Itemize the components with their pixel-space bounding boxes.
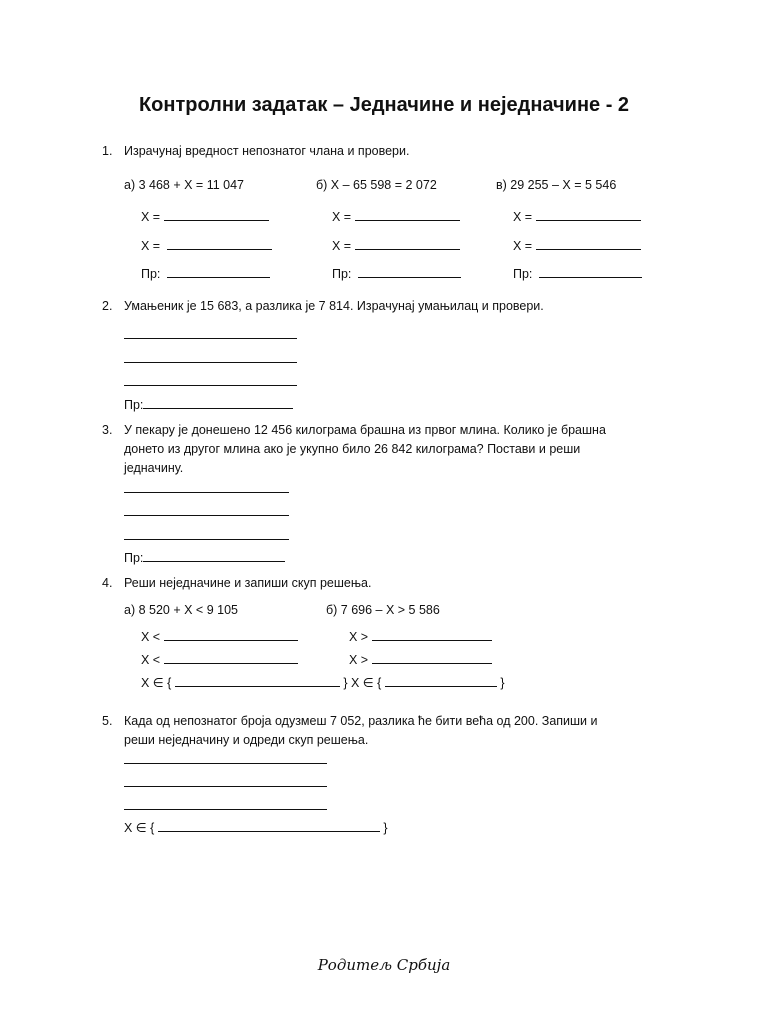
set-label: X ∈ { [141, 676, 172, 690]
answer-line[interactable] [124, 492, 289, 493]
check-row [124, 548, 285, 565]
answer-label: X = [141, 210, 161, 224]
task-text: Умањеник је 15 683, а разлика је 7 814. Израчунај умањилац и провери. [124, 299, 544, 313]
answer-line[interactable] [536, 236, 641, 250]
answer-line[interactable] [355, 236, 460, 250]
task-number: 4. [102, 576, 113, 590]
solution-set-row [141, 673, 505, 690]
answer-line[interactable] [536, 207, 641, 221]
check-line[interactable] [358, 264, 461, 278]
task-text: реши неједначину и одреди скуп решења. [124, 733, 369, 747]
task-text: У пекару је донешено 12 456 килограма брашна из првог млина. Колико је брашна [124, 423, 606, 437]
check-row [332, 264, 461, 281]
answer-line[interactable] [164, 650, 298, 664]
equation-b: б) X – 65 598 = 2 072 [316, 178, 437, 192]
answer-row [513, 236, 641, 253]
check-label: Пр: [124, 551, 144, 565]
check-row [513, 264, 642, 281]
answer-row [349, 650, 492, 667]
page-title: Контролни задатак – Једначине и неједначине - 2 [138, 94, 630, 116]
answer-label: X = [513, 210, 533, 224]
answer-label: X < [141, 630, 161, 644]
answer-line[interactable] [164, 207, 269, 221]
set-close: } [500, 676, 505, 690]
set-close: } [343, 676, 348, 690]
check-line[interactable] [539, 264, 642, 278]
answer-label: X > [349, 630, 369, 644]
answer-line[interactable] [124, 809, 327, 810]
set-line[interactable] [175, 673, 340, 687]
answer-label: X = [513, 239, 533, 253]
answer-row [141, 236, 272, 253]
answer-row [141, 627, 298, 644]
inequality-b: б) 7 696 – X > 5 586 [326, 603, 440, 617]
check-row [141, 264, 270, 281]
answer-label: X = [332, 239, 352, 253]
answer-row [141, 650, 298, 667]
answer-label: X > [349, 653, 369, 667]
task-number: 3. [102, 423, 113, 437]
answer-line[interactable] [124, 786, 327, 787]
answer-row [332, 236, 460, 253]
check-label: Пр: [332, 267, 352, 281]
check-line[interactable] [143, 548, 285, 562]
task-text: Када од непознатог броја одузмеш 7 052, разлика ће бити већа од 200. Запиши и [124, 714, 598, 728]
task-text: донето из другог млина ако је укупно било 26 842 килограма? Постави и реши [124, 442, 581, 456]
answer-line[interactable] [124, 362, 297, 363]
answer-row [513, 207, 641, 224]
check-row [124, 395, 293, 412]
task-text: Реши неједначине и запиши скуп решења. [124, 576, 372, 590]
equation-c: в) 29 255 – X = 5 546 [496, 178, 617, 192]
answer-line[interactable] [164, 627, 298, 641]
answer-line[interactable] [124, 763, 327, 764]
set-close: } [383, 821, 388, 835]
answer-line[interactable] [124, 515, 289, 516]
answer-label: X < [141, 653, 161, 667]
answer-line[interactable] [167, 236, 272, 250]
check-label: Пр: [141, 267, 161, 281]
task-number: 2. [102, 299, 113, 313]
set-line[interactable] [158, 818, 380, 832]
inequality-a: а) 8 520 + X < 9 105 [124, 603, 238, 617]
answer-row [332, 207, 460, 224]
footer-signature: Родитељ Србија [317, 956, 451, 974]
equation-a: а) 3 468 + X = 11 047 [124, 178, 245, 192]
task-text: једначину. [124, 461, 184, 475]
answer-label: X = [141, 239, 161, 253]
check-line[interactable] [143, 395, 293, 409]
set-label: X ∈ { [351, 676, 382, 690]
answer-line[interactable] [372, 627, 492, 641]
answer-label: X = [332, 210, 352, 224]
solution-set-row [124, 818, 388, 835]
answer-line[interactable] [372, 650, 492, 664]
task-number: 1. [102, 144, 113, 158]
answer-line[interactable] [355, 207, 460, 221]
answer-line[interactable] [124, 338, 297, 339]
check-line[interactable] [167, 264, 270, 278]
set-label: X ∈ { [124, 821, 155, 835]
task-number: 5. [102, 714, 113, 728]
set-line[interactable] [385, 673, 497, 687]
answer-row [349, 627, 492, 644]
answer-line[interactable] [124, 385, 297, 386]
answer-row [141, 207, 269, 224]
answer-line[interactable] [124, 539, 289, 540]
check-label: Пр: [124, 398, 144, 412]
task-text: Израчунај вредност непознатог члана и провери. [124, 144, 410, 158]
check-label: Пр: [513, 267, 533, 281]
